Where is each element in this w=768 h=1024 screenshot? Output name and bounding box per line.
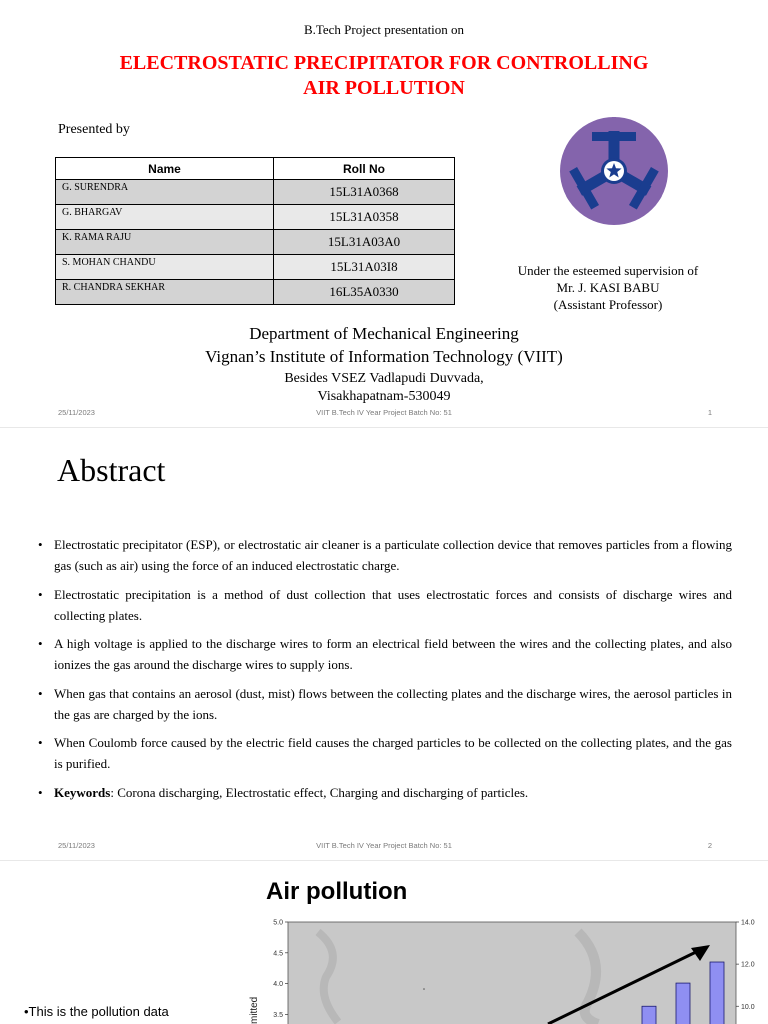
right-axis-tick-label: 14.0 <box>741 919 755 927</box>
keywords-item <box>38 782 732 803</box>
table-header-row <box>56 158 455 180</box>
right-axis-tick-label: 10.0 <box>741 1003 755 1011</box>
chart-bar <box>676 983 690 1024</box>
member-name: S. MOHAN CHANDU <box>56 255 274 280</box>
member-roll: 15L31A03I8 <box>274 255 455 280</box>
slide-footer-date: 25/11/2023 <box>58 408 95 417</box>
table-row <box>56 180 455 205</box>
supervision-label: Under the esteemed supervision of <box>517 263 699 278</box>
member-name: G. BHARGAV <box>56 205 274 230</box>
air-pollution-heading: Air pollution <box>266 878 408 905</box>
left-axis-tick-label: 4.0 <box>273 981 283 989</box>
table-row <box>56 205 455 230</box>
title-slide <box>0 0 768 425</box>
slide-footer-text: VIIT B.Tech IV Year Project Batch No: 51 <box>316 408 452 417</box>
member-roll: 16L35A0330 <box>274 280 455 305</box>
list-item: • Electrostatic precipitator (ESP), or electrostatic air cleaner is a particulate collection device that removes particles from a flowing gas (such as air) using the force of an induced electrostatic charge. <box>38 534 732 576</box>
chart-marker <box>423 988 425 990</box>
supervisor-name: Mr. J. KASI BABU <box>556 280 660 295</box>
project-title <box>60 51 708 101</box>
institute-logo-icon <box>559 114 669 228</box>
member-roll: 15L31A0368 <box>274 180 455 205</box>
logo-spoke-gap <box>612 117 616 131</box>
team-members-table <box>55 157 455 305</box>
keywords-label: Keywords <box>54 784 111 800</box>
presented-by-label: Presented by <box>58 122 130 137</box>
department-name: Department of Mechanical Engineering <box>249 324 519 343</box>
abstract-heading: Abstract <box>57 452 166 488</box>
keywords-text: : Corona discharging, Electrostatic effect, Charging and discharging of particles. <box>110 784 529 800</box>
logo-spoke-cap <box>592 132 636 141</box>
presentation-subtitle: B.Tech Project presentation on <box>303 22 465 37</box>
abstract-bullet-list <box>38 534 732 810</box>
slide-footer-date: 25/11/2023 <box>58 841 95 850</box>
left-axis-tick-label: 4.5 <box>273 950 283 958</box>
member-roll: 15L31A0358 <box>274 205 455 230</box>
project-title-line-2: AIR POLLUTION <box>303 77 465 99</box>
supervision-block <box>480 262 736 313</box>
table-row <box>56 255 455 280</box>
member-name: R. CHANDRA SEKHAR <box>56 280 274 305</box>
member-name: G. SURENDRA <box>56 180 274 205</box>
table-row <box>56 230 455 255</box>
y-axis-label: mitted <box>249 996 260 1024</box>
left-axis-tick-label: 3.5 <box>273 1011 283 1019</box>
list-item: • Electrostatic precipitation is a method of dust collection that uses electrostatic forces and consists of discharge wires and collecting plates. <box>38 584 732 626</box>
chart-plot-area <box>288 922 736 1024</box>
list-item: • When Coulomb force caused by the electric field causes the charged particles to be collected on the collecting plates, and the gas is purified. <box>38 732 732 774</box>
list-item: • When gas that contains an aerosol (dust, mist) flows between the collecting plates and the discharge wires, the aerosol particles in the gas are charged by the ions. <box>38 683 732 725</box>
roll-column-header: Roll No <box>274 158 455 180</box>
pollution-chart <box>248 912 768 1024</box>
slide-divider <box>0 427 768 428</box>
member-name: K. RAMA RAJU <box>56 230 274 255</box>
slide-divider <box>0 860 768 861</box>
project-title-line-1: ELECTROSTATIC PRECIPITATOR FOR CONTROLLING <box>119 52 649 74</box>
supervisor-designation: (Assistant Professor) <box>553 297 663 312</box>
member-roll: 15L31A03A0 <box>274 230 455 255</box>
chart-bar <box>710 962 724 1024</box>
slide-footer-text: VIIT B.Tech IV Year Project Batch No: 51 <box>316 841 452 850</box>
left-axis-tick-label: 5.0 <box>273 919 283 927</box>
right-axis-tick-label: 12.0 <box>741 961 755 969</box>
department-block <box>0 322 768 368</box>
chart-bar <box>642 1006 656 1024</box>
name-column-header: Name <box>56 158 274 180</box>
address-line-2: Visakhapatnam-530049 <box>317 389 451 404</box>
pollution-data-note: •This is the pollution data <box>24 1004 169 1019</box>
slide-footer-page: 1 <box>707 408 712 417</box>
institute-address <box>0 370 768 406</box>
address-line-1: Besides VSEZ Vadlapudi Duvvada, <box>284 371 484 386</box>
institute-name: Vignan’s Institute of Information Technology (VIIT) <box>205 347 563 366</box>
slide-footer-page: 2 <box>707 841 712 850</box>
list-item: • A high voltage is applied to the discharge wires to form an electrical field between the wires and the collecting plates, and also ionizes the gas around the discharge wires to supply ions. <box>38 633 732 675</box>
table-row <box>56 280 455 305</box>
